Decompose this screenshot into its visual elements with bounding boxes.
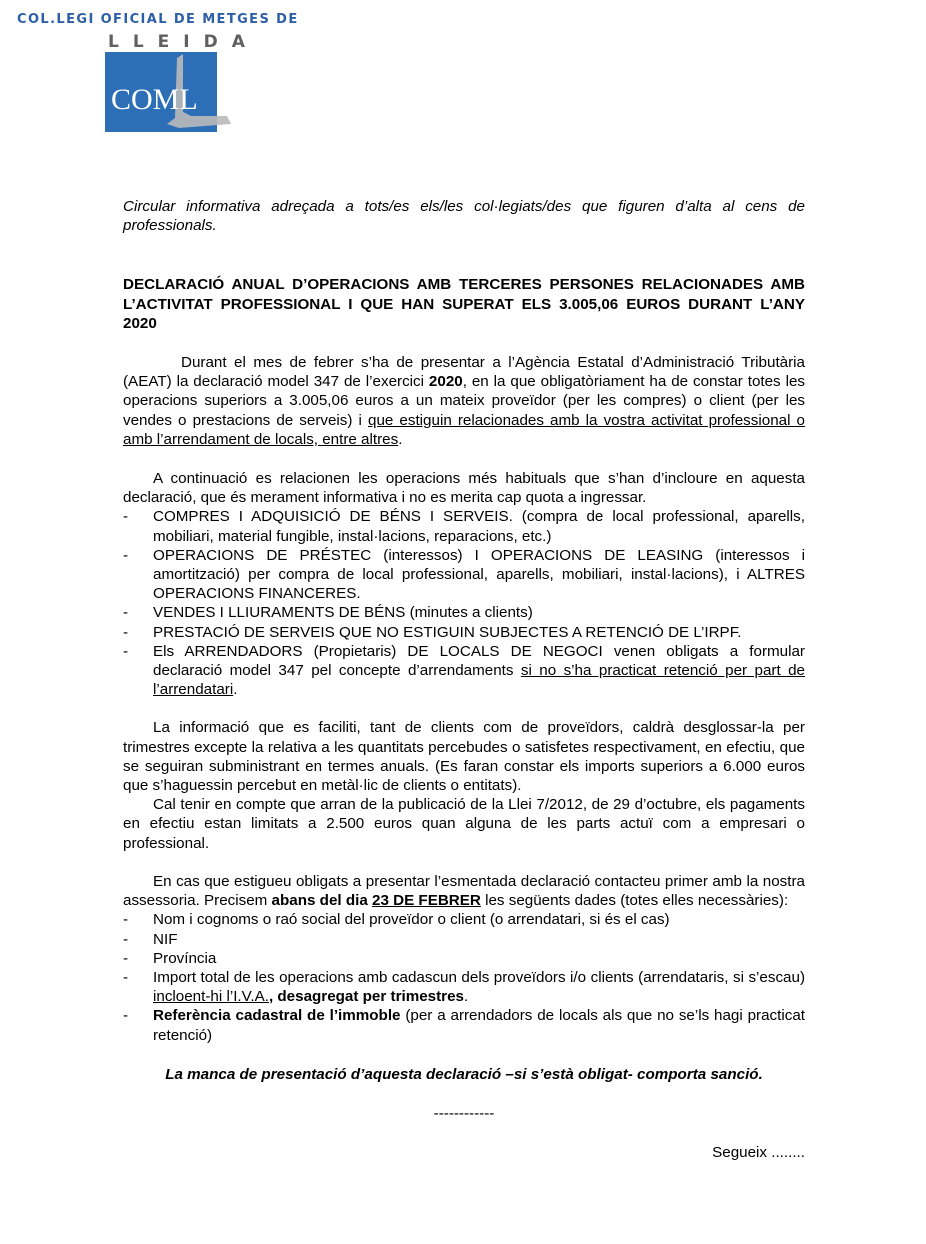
underlined-scope: que estiguin relacionades amb la vostra activitat professional o amb l’arrendament de locals, entre altres xyxy=(123,411,805,448)
required-data-list xyxy=(123,910,805,1044)
sanction-notice: La manca de presentació d’aquesta declaració –si s’està obligat- comporta sanció. xyxy=(165,1065,763,1083)
list-item: - Província xyxy=(123,949,217,967)
paragraph-quarters: La informació que es faciliti, tant de clients com de proveïdors, caldrà desglossar-la per trimestres excepte la relativa a les quantitats percebudes o satisfetes respectivament, en efectiu, que se seguiran subministrant en termes anuals. (Es faran constar els imports superiors a 6.000 euros que s’haguessin percebut en metàl·lic de clients o entitats). xyxy=(123,719,805,795)
paragraph-cash-limit: Cal tenir en compte que arran de la publicació de la Llei 7/2012, de 29 d’octubre, els pagaments en efectiu estan limitats a 2.500 euros quan alguna de les parts actuï com a empresari o professional. xyxy=(123,796,805,852)
circular-body xyxy=(123,197,805,1162)
list-item: - VENDES I LLIURAMENTS DE BÉNS (minutes a clients) xyxy=(123,604,533,622)
list-item: - Referència cadastral de l’immoble (per a arrendadors de locals als que no se’ls hagi practicat retenció) xyxy=(123,1007,805,1044)
document-title: DECLARACIÓ ANUAL D’OPERACIONS AMB TERCERES PERSONES RELACIONADES AMB L’ACTIVITAT PROFESSIONAL I QUE HAN SUPERAT ELS 3.005,06 EUROS DURANT L’ANY 2020 xyxy=(123,276,805,332)
list-item: - Els ARRENDADORS (Propietaris) DE LOCALS DE NEGOCI venen obligats a formular declaració model 347 pel concepte d’arrendaments si no s’ha practicat retenció per part de l’arrendatari. xyxy=(123,642,805,699)
college-city: LLEIDA xyxy=(108,32,259,52)
logo-text: COML xyxy=(111,83,198,116)
list-item: - NIF xyxy=(123,930,178,948)
separator: ------------ xyxy=(433,1104,495,1122)
operations-list xyxy=(123,507,805,699)
paragraph-deadline: En cas que estigueu obligats a presentar l’esmentada declaració contacteu primer amb la nostra assessoria. Precisem abans del dia 23 DE FEBRER les següents dades (totes elles necessàries): xyxy=(123,872,805,910)
list-item: - Nom i cognoms o raó social del proveïdor o client (o arrendatari, si és el cas) xyxy=(123,911,670,929)
paragraph-operations: A continuació es relacionen les operacions més habituals que s’han d’incloure en aquesta declaració, que és merament informativa i no es merita cap quota a ingressar. xyxy=(123,470,805,507)
college-name: COL.LEGI OFICIAL DE METGES DE xyxy=(17,12,299,27)
list-item: - COMPRES I ADQUISICIÓ DE BÉNS I SERVEIS. (compra de local professional, aparells, mobiliari, material fungible, instal·lacions, reparacions, etc.) xyxy=(123,508,805,545)
list-item: - Import total de les operacions amb cadascun dels proveïdors i/o clients (arrendataris, si s’escau) incloent-hi l’I.V.A., desagregat per trimestres. xyxy=(123,968,805,1006)
intro-text: Circular informativa adreçada a tots/es els/les col·legiats/des que figuren d’alta al cens de professionals. xyxy=(123,198,805,235)
paragraph-aeat: Durant el mes de febrer s’ha de presentar a l’Agència Estatal d’Administració Tributària (AEAT) la declaració model 347 de l’exercici 2020, en la que obligatòriament ha de constar totes les operacions superiors a 3.005,06 euros a un mateix proveïdor (per les compres) o client (per les vendes o prestacions de serveis) i que estiguin relacionades amb la vostra activitat professional o amb l’arrendament de locals, entre altres. xyxy=(123,354,805,448)
fiscal-year: 2020 xyxy=(428,373,463,391)
deadline-date: 23 DE FEBRER xyxy=(372,892,481,910)
continues-label: Segueix ........ xyxy=(712,1144,805,1162)
coml-logo xyxy=(105,52,233,132)
list-item: - OPERACIONS DE PRÉSTEC (interessos) I OPERACIONS DE LEASING (interessos i amortització) per compra de local professional, aparells, mobiliari, instal·lacions), i ALTRES OPERACIONS FINANCERES. xyxy=(123,546,805,603)
list-item: - PRESTACIÓ DE SERVEIS QUE NO ESTIGUIN SUBJECTES A RETENCIÓ DE L’IRPF. xyxy=(123,623,742,641)
